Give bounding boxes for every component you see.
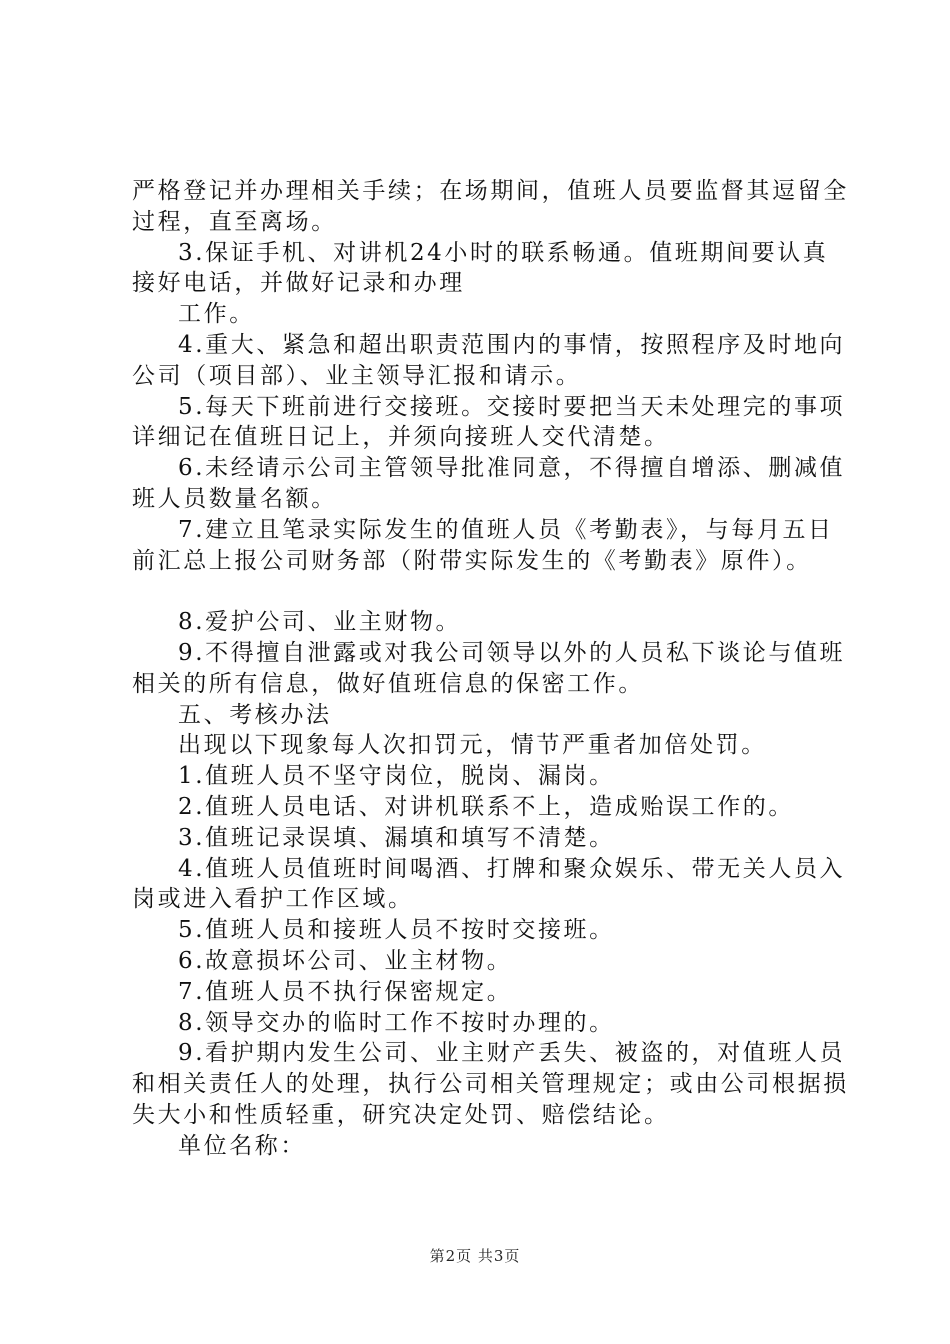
blank-line — [132, 576, 852, 607]
paragraph-4: 5.每天下班前进行交接班。交接时要把当天未处理完的事项详细记在值班日记上，并须向接班人交代清楚。 — [132, 393, 846, 451]
paragraph-11: 出现以下现象每人次扣罚元，情节严重者加倍处罚。 — [178, 732, 767, 759]
section-heading: 五、考核办法 — [178, 701, 332, 728]
paragraph-15: 4.值班人员值班时间喝酒、打牌和聚众娱乐、带无关人员入岗或进入看护工作区域。 — [132, 855, 846, 913]
paragraph-19: 8.领导交办的临时工作不按时办理的。 — [178, 1009, 615, 1036]
paragraph-14: 3.值班记录误填、漏填和填写不清楚。 — [178, 824, 615, 851]
paragraph-18: 7.值班人员不执行保密规定。 — [178, 978, 513, 1005]
paragraph-5: 6.未经请示公司主管领导批准同意，不得擅自增添、删减值班人员数量名额。 — [132, 455, 846, 512]
paragraph-1: 3.保证手机、对讲机24小时的联系畅通。值班期间要认真接好电话，并做好记录和办理 — [132, 239, 829, 297]
page-footer: 第2页 共3页 — [429, 1247, 521, 1265]
paragraph-16: 5.值班人员和接班人员不按时交接班。 — [178, 917, 615, 944]
unit-name-label: 单位名称： — [178, 1132, 306, 1159]
document-body — [132, 176, 852, 1162]
paragraph-17: 6.故意损坏公司、业主材物。 — [178, 947, 513, 974]
paragraph-3: 4.重大、紧急和超出职责范围内的事情，按照程序及时地向公司（项目部）、业主领导汇报和请示。 — [132, 331, 846, 389]
paragraph-20: 9.看护期内发生公司、业主财产丢失、被盗的，对值班人员和相关责任人的处理，执行公司相关管理规定；或由公司根据损失大小和性质轻重，研究决定处罚、赔偿结论。 — [132, 1040, 849, 1128]
paragraph-12: 1.值班人员不坚守岗位，脱岗、漏岗。 — [178, 763, 615, 790]
paragraph-9: 9.不得擅自泄露或对我公司领导以外的人员私下谈论与值班相关的所有信息，做好值班信息的保密工作。 — [132, 639, 846, 697]
paragraph-2: 工作。 — [178, 301, 255, 328]
paragraph-0: 严格登记并办理相关手续；在场期间，值班人员要监督其逗留全过程，直至离场。 — [132, 178, 849, 235]
paragraph-6: 7.建立且笔录实际发生的值班人员《考勤表》，与每月五日前汇总上报公司财务部（附带实际发生的《考勤表》原件）。 — [132, 516, 834, 574]
paragraph-8: 8.爱护公司、业主财物。 — [178, 609, 462, 636]
paragraph-13: 2.值班人员电话、对讲机联系不上，造成贻误工作的。 — [178, 793, 794, 820]
